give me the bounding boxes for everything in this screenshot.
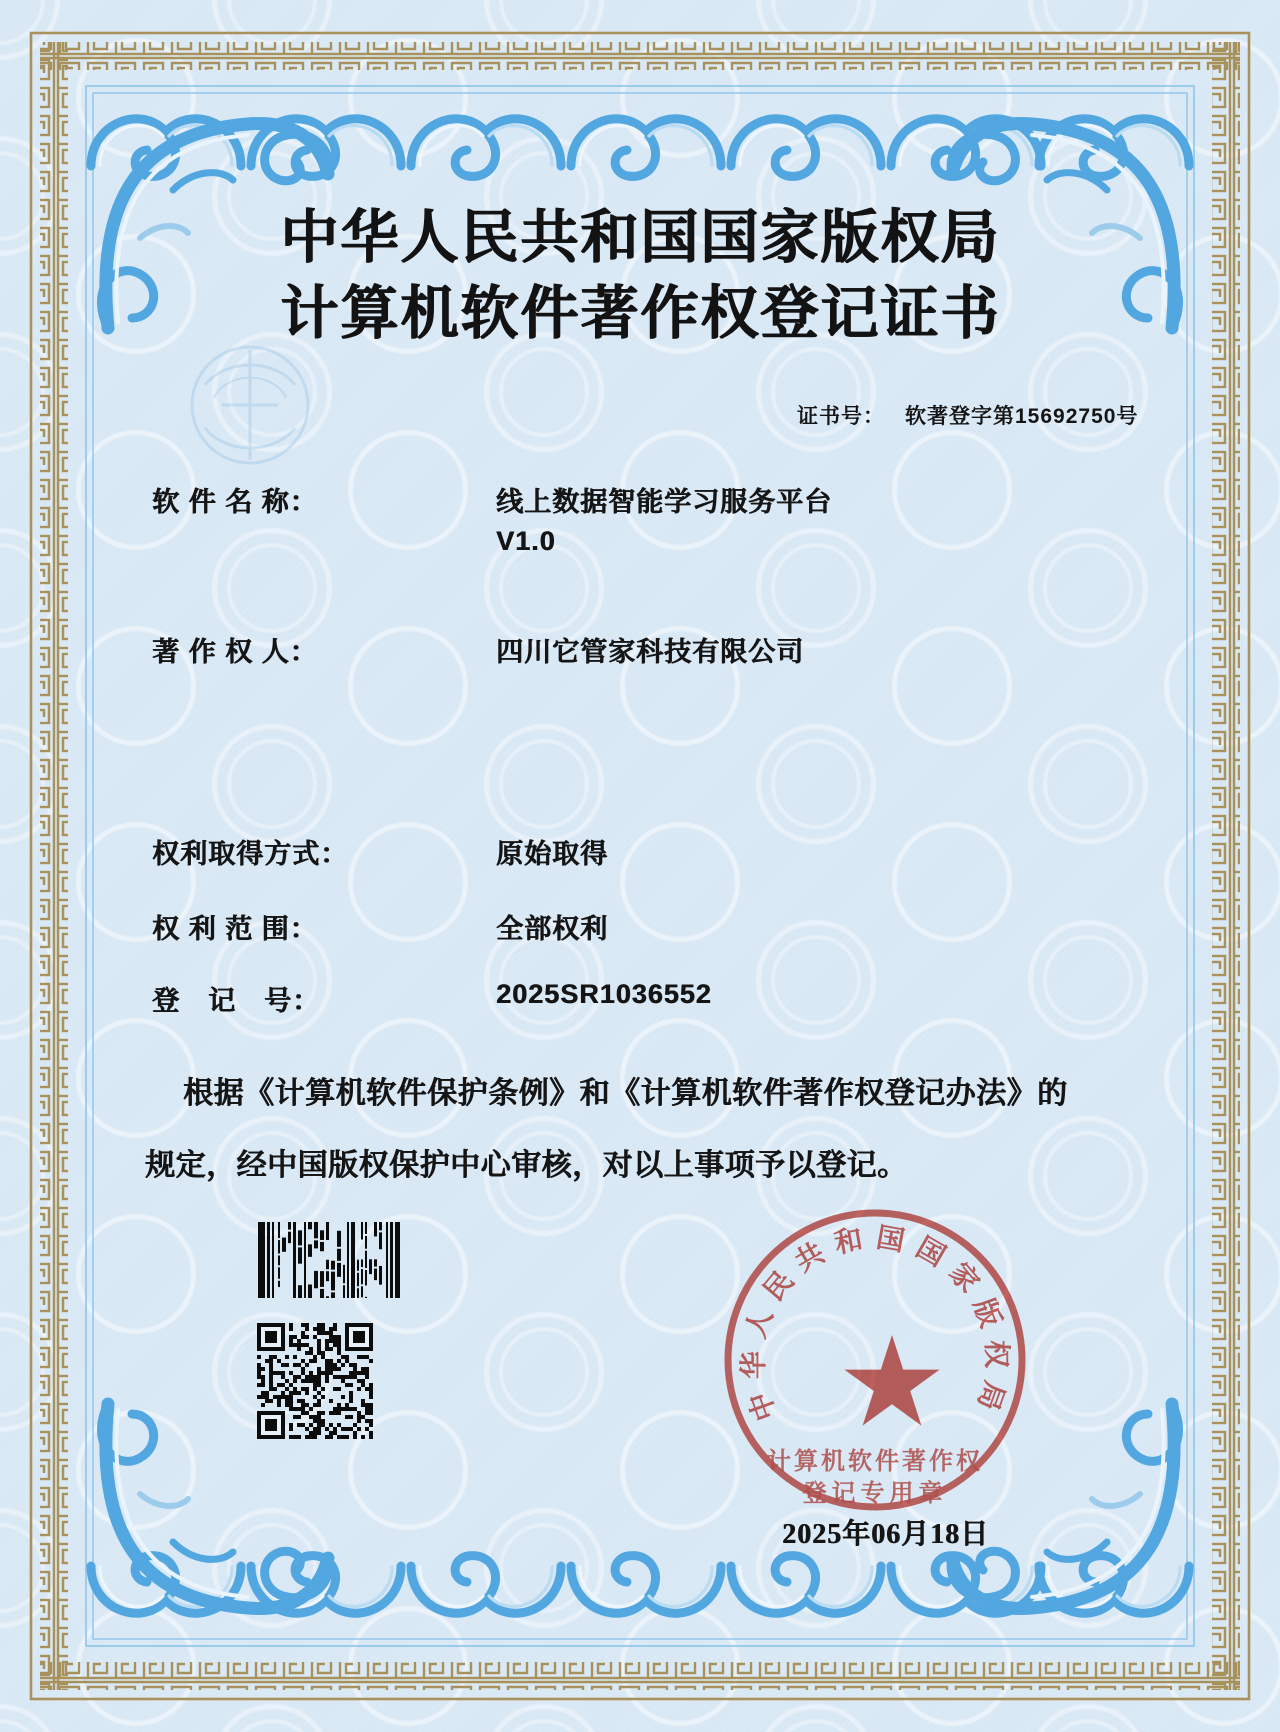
software-name-label: 软 件 名 称：	[152, 487, 318, 517]
certificate-number	[797, 400, 1138, 430]
statement-line-2: 规定，经中国版权保护中心审核，对以上事项予以登记。	[145, 1149, 908, 1182]
rights-scope-value: 全部权利	[496, 914, 608, 944]
certificate-number-value: 软著登字第15692750号	[905, 405, 1139, 428]
certificate-type-title: 计算机软件著作权登记证书	[279, 281, 1000, 346]
field-acquisition-method	[152, 832, 608, 871]
field-rights-scope	[152, 907, 608, 946]
field-software-name	[152, 480, 832, 519]
official-seal	[710, 1195, 1040, 1525]
qr-code-image	[257, 1323, 373, 1439]
rights-scope-label: 权 利 范 围：	[152, 914, 318, 944]
software-name-value: 线上数据智能学习服务平台	[496, 487, 832, 517]
acquisition-method-value: 原始取得	[496, 839, 608, 869]
seal-text-line1: 计算机软件著作权	[767, 1449, 983, 1475]
registration-number-label: 登 记 号：	[152, 986, 320, 1016]
watermark-emblem-icon	[192, 347, 308, 463]
seal-ring-text: 中华人民共和国国家版权局	[738, 1222, 1012, 1425]
registration-number-value: 2025SR1036552	[496, 979, 712, 1009]
copyright-owner-value: 四川它管家科技有限公司	[496, 637, 804, 667]
copyright-owner-label: 著 作 权 人：	[152, 637, 318, 667]
certificate-number-label: 证书号：	[797, 405, 885, 428]
field-registration-number	[152, 979, 712, 1018]
star-icon	[844, 1335, 939, 1426]
seal-text-line2: 登记专用章	[802, 1481, 948, 1507]
field-software-version	[496, 526, 556, 557]
acquisition-method-label: 权利取得方式：	[152, 839, 348, 869]
barcode-image	[258, 1222, 400, 1298]
software-version-value: V1.0	[496, 526, 556, 556]
issue-date: 2025年06月18日	[782, 1519, 990, 1550]
authority-title: 中华人民共和国国家版权局	[279, 205, 1000, 270]
field-copyright-owner	[152, 630, 804, 669]
statement-line-1: 根据《计算机软件保护条例》和《计算机软件著作权登记办法》的	[183, 1077, 1068, 1110]
